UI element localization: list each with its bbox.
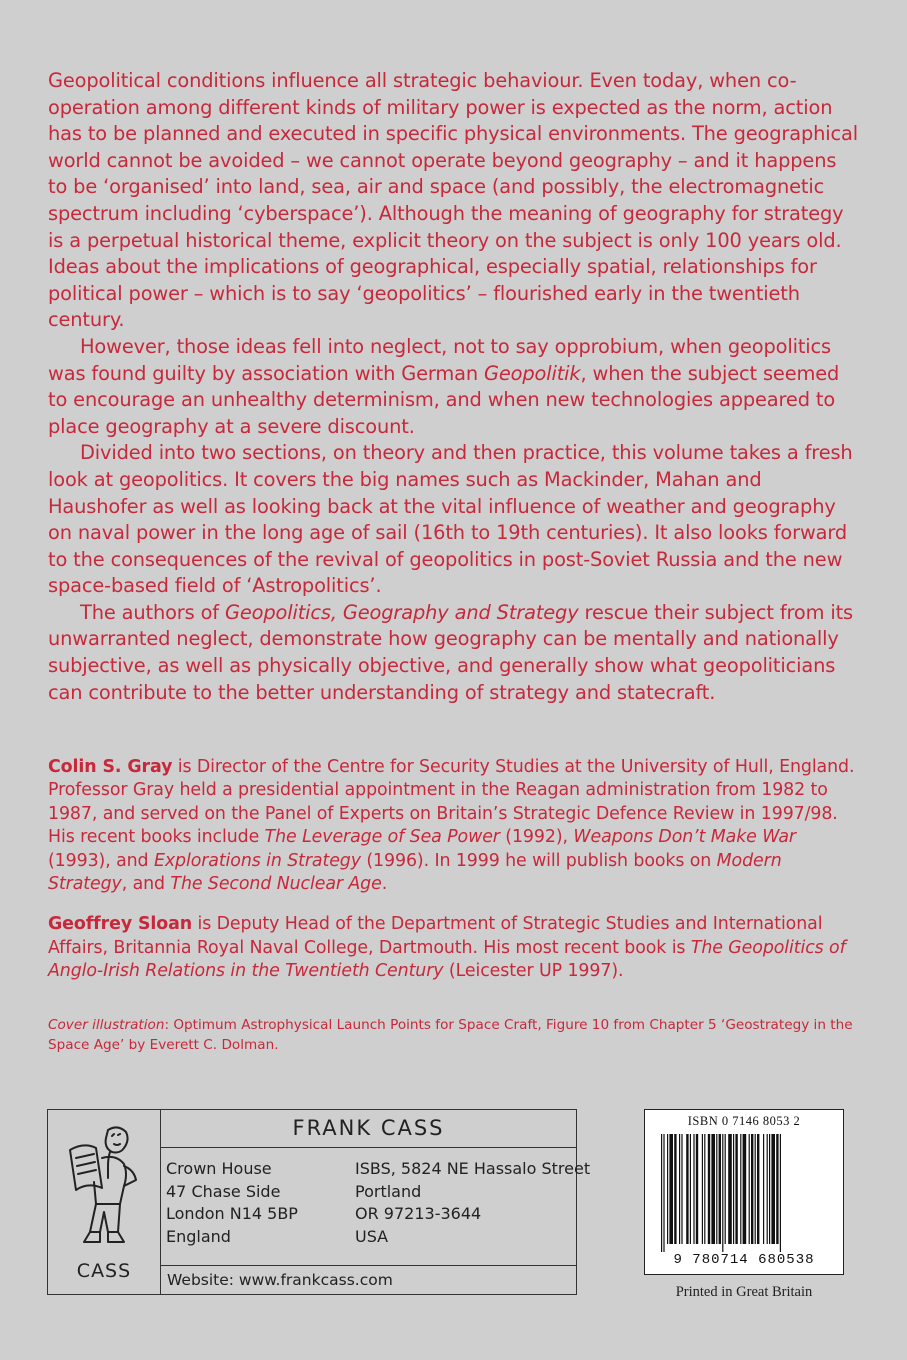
us-address-line: Portland <box>355 1181 422 1201</box>
barcode-bar <box>674 1134 676 1244</box>
barcode-bar <box>740 1134 741 1244</box>
barcode-bar <box>743 1134 747 1244</box>
barcode-bar <box>711 1134 715 1244</box>
bio-gray-text-5: , and <box>121 874 171 895</box>
barcode-bar <box>719 1134 721 1244</box>
barcode-bar <box>735 1134 737 1244</box>
barcode-bar <box>755 1134 756 1244</box>
barcode-bar <box>663 1134 664 1252</box>
publisher-logo <box>48 1110 161 1294</box>
back-cover-blurb <box>48 68 860 706</box>
bio-gray-text-6: . <box>381 874 388 895</box>
bio-gray-book-3: Explorations in Strategy <box>153 850 361 871</box>
cover-illustration-credit <box>48 1015 860 1055</box>
barcode-bar <box>696 1134 698 1244</box>
barcode-bar <box>686 1134 688 1244</box>
cover-credit-text: : Optimum Astrophysical Launch Points for Space Craft, Figure 10 from Chapter 5 ‘Geostrategy in the Space Age’ by Everett C. Dolman. <box>48 1017 853 1053</box>
scribe-figure-icon <box>62 1122 146 1257</box>
blurb-p2-text-a: However, those ideas fell into neglect, not to say opprobium, when geopolitics was found guilty by association with German <box>48 334 832 385</box>
barcode-bar <box>702 1134 703 1244</box>
barcode-bar <box>771 1134 775 1244</box>
barcode-bar <box>693 1134 694 1244</box>
barcode-bar <box>776 1134 778 1244</box>
bio-gray <box>48 756 860 896</box>
bio-sloan-text-1: is Deputy Head of the Department of Strategic Studies and International Affairs, Britannia Royal Naval College, Dartmouth. His most recent book is <box>48 914 823 958</box>
bio-gray-book-1: The Leverage of Sea Power <box>264 827 500 848</box>
barcode-bar <box>716 1134 717 1244</box>
barcode-bar <box>757 1134 759 1244</box>
uk-address-line: England <box>166 1226 231 1246</box>
barcode-bar <box>780 1134 781 1252</box>
barcode-bar <box>661 1134 662 1252</box>
bio-sloan <box>48 913 860 983</box>
us-address <box>355 1158 590 1248</box>
barcode-bar <box>769 1134 770 1244</box>
publisher-name: FRANK CASS <box>161 1110 576 1148</box>
barcode-bar <box>690 1134 691 1244</box>
bio-gray-book-4: Modern Strategy <box>48 850 782 895</box>
publisher-website: Website: www.frankcass.com <box>161 1265 576 1295</box>
barcode-bar <box>763 1134 764 1244</box>
barcode-bars <box>659 1134 831 1252</box>
cover-credit-label: Cover illustration <box>48 1017 165 1033</box>
blurb-paragraph-1: Geopolitical conditions influence all strategic behaviour. Even today, when co-operation among different kinds of military power is expected as the norm, action has to be planned and executed in specific physical environments. The geographical world cannot be avoided – we cannot operate beyond geography – and it happens to be ‘organised’ into land, sea, air and space (and possibly, the electromagnetic spectrum including ‘cyberspace’). Although the meaning of geography for strategy is a perpetual historical theme, explicit theory on the subject is only 100 years old. Ideas about the implications of geographical, especially spatial, relationships for political power – which is to say ‘geopolitics’ – flourished early in the twentieth century. <box>48 69 858 332</box>
uk-address-line: London N14 5BP <box>166 1204 298 1223</box>
us-address-line: ISBS, 5824 NE Hassalo Street <box>355 1159 591 1178</box>
publisher-box <box>47 1109 591 1295</box>
blurb-p4-text-b: rescue their subject from its unwarranted neglect, demonstrate how geography can be mentally and nationally subjective, as well as physically objective, and generally show what geopoliticians can contribute to the better understanding of strategy and statecraft. <box>48 600 854 704</box>
barcode-bar <box>749 1134 750 1244</box>
blurb-p4-italic: Geopolitics, Geography and Strategy <box>225 600 579 624</box>
barcode-bar <box>733 1134 734 1244</box>
us-address-line: OR 97213-3644 <box>355 1204 482 1223</box>
bio-gray-text-1: is Director of the Centre for Security Studies at the University of Hull, England. Professor Gray held a presidential appointment in the Reagan administration from 1982 to 1987, and served on the Panel of Experts on Britain’s Strategic Defence Review in 1997/98. His recent books include <box>48 757 855 848</box>
barcode-box <box>644 1109 844 1275</box>
bio-sloan-book-1: The Geopolitics of Anglo-Irish Relations in the Twentieth Century <box>48 937 846 982</box>
barcode-bar <box>708 1134 710 1244</box>
blurb-p2-italic: Geopolitik <box>484 361 581 385</box>
barcode-bar <box>767 1134 768 1244</box>
barcode-bar <box>728 1134 732 1244</box>
printed-in-notice: Printed in Great Britain <box>675 1284 813 1300</box>
barcode-bar <box>669 1134 673 1244</box>
blurb-paragraph-2 <box>48 334 860 440</box>
uk-address <box>166 1158 298 1248</box>
barcode-bar <box>751 1134 753 1244</box>
bio-gray-book-2: Weapons Don’t Make War <box>573 827 796 848</box>
blurb-p4-text-a: The authors of <box>80 600 225 624</box>
barcode-bar <box>704 1134 705 1244</box>
isbn-number: ISBN 0 7146 8053 2 <box>687 1114 801 1128</box>
bio-gray-text-2: (1992), <box>499 827 574 848</box>
barcode-bar <box>722 1134 723 1252</box>
barcode-bar <box>681 1134 682 1244</box>
barcode-bar <box>725 1134 726 1244</box>
author-name-gray: Colin S. Gray <box>48 757 173 777</box>
uk-address-line: 47 Chase Side <box>166 1181 281 1201</box>
barcode-bar <box>679 1134 680 1244</box>
blurb-paragraph-3: Divided into two sections, on theory and then practice, this volume takes a fresh look at geopolitics. It covers the big names such as Mackinder, Mahan and Haushofer as well as looking back at the vital influence of weather and geography on naval power in the long age of sail (16th to 19th centuries). It also looks forward to the consequences of the revival of geopolitics in post-Soviet Russia and the new space-based field of ‘Astropolitics’. <box>48 441 853 598</box>
author-bios <box>48 756 860 1001</box>
bio-gray-text-4: (1996). In 1999 he will publish books on <box>360 850 717 871</box>
author-name-sloan: Geoffrey Sloan <box>48 914 193 935</box>
uk-address-line: Crown House <box>166 1159 272 1178</box>
blurb-paragraph-4 <box>48 600 860 706</box>
bio-sloan-text-2: (Leicester UP 1997). <box>443 961 624 982</box>
ean-digits: 9 780714 680538 <box>673 1252 815 1268</box>
blurb-p2-text-b: , when the subject seemed to encourage an unhealthy determinism, and when new technologies appeared to place geography at a severe discount. <box>48 361 840 438</box>
bio-gray-book-5: The Second Nuclear Age <box>170 874 382 895</box>
us-address-line: USA <box>355 1226 389 1246</box>
barcode-bar <box>667 1134 668 1244</box>
logo-text: CASS <box>76 1260 132 1282</box>
bio-gray-text-3: (1993), and <box>48 850 154 871</box>
